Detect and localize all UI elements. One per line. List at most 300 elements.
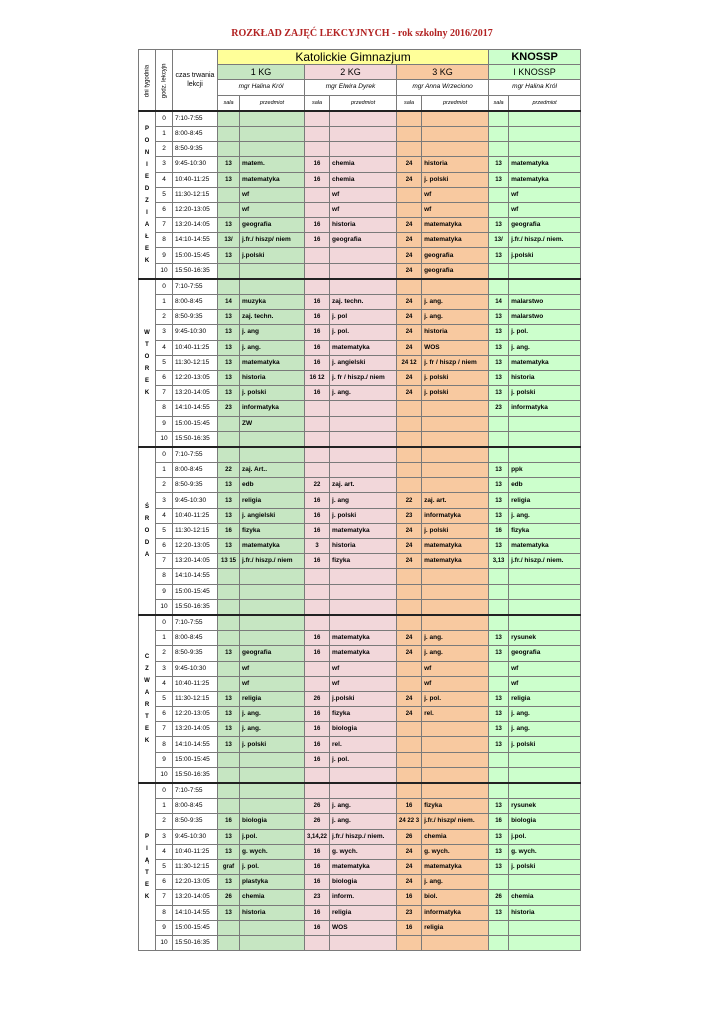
day-name: P I Ą T E K <box>139 783 156 951</box>
subject-cell: j. polski <box>240 737 305 752</box>
lesson-number: 7 <box>156 218 173 233</box>
room-cell <box>489 767 509 783</box>
table-row <box>139 584 581 599</box>
lesson-time: 13:20-14:05 <box>173 890 218 905</box>
room-cell: 13 <box>218 905 240 920</box>
room-cell <box>489 615 509 631</box>
lesson-number: 9 <box>156 752 173 767</box>
subject-cell <box>330 447 397 463</box>
table-row <box>139 875 581 890</box>
room-cell: 22 <box>305 478 330 493</box>
room-cell: 13 <box>489 905 509 920</box>
subject-cell: wf <box>330 676 397 691</box>
subject-cell: historia <box>509 905 581 920</box>
lesson-number: 8 <box>156 905 173 920</box>
subject-cell: j. ang. <box>330 799 397 814</box>
subject-cell: malarstwo <box>509 295 581 310</box>
room-cell <box>397 478 422 493</box>
subject-cell: matematyka <box>330 631 397 646</box>
lesson-number: 1 <box>156 463 173 478</box>
table-row <box>139 233 581 248</box>
room-cell <box>397 111 422 127</box>
subject-cell <box>422 463 489 478</box>
room-cell <box>397 752 422 767</box>
subject-cell: geografia <box>240 646 305 661</box>
room-cell: 23 <box>305 890 330 905</box>
room-cell: 16 <box>305 722 330 737</box>
room-cell <box>305 661 330 676</box>
subject-cell <box>422 569 489 584</box>
room-cell <box>397 431 422 447</box>
subject-cell <box>240 599 305 615</box>
lesson-number: 3 <box>156 157 173 172</box>
lesson-number: 9 <box>156 584 173 599</box>
subject-cell: wf <box>509 202 581 217</box>
page-title: ROZKŁAD ZAJĘĆ LEKCYJNYCH - rok szkolny 2016/2017 <box>231 28 493 39</box>
subject-cell <box>422 279 489 295</box>
room-cell <box>218 676 240 691</box>
subject-cell <box>240 799 305 814</box>
lesson-time: 12:20-13:05 <box>173 875 218 890</box>
room-cell: 3,14,22 <box>305 829 330 844</box>
subject-cell: religia <box>509 493 581 508</box>
subject-cell: matematyka <box>422 218 489 233</box>
subject-cell: wf <box>422 661 489 676</box>
subject-cell <box>330 584 397 599</box>
room-cell: 13 <box>218 508 240 523</box>
room-cell <box>397 661 422 676</box>
subject-cell <box>240 142 305 157</box>
lesson-time: 10:40-11:25 <box>173 172 218 187</box>
room-cell <box>218 661 240 676</box>
lesson-time: 10:40-11:25 <box>173 508 218 523</box>
subject-cell: j. polski <box>422 370 489 385</box>
subject-cell: wf <box>240 676 305 691</box>
lesson-number: 9 <box>156 920 173 935</box>
lesson-time: 8:00-8:45 <box>173 295 218 310</box>
teacher-1kg: mgr Halina Król <box>218 80 305 95</box>
room-cell <box>489 752 509 767</box>
lesson-number: 5 <box>156 859 173 874</box>
room-cell: 13 <box>489 310 509 325</box>
subject-cell <box>240 631 305 646</box>
room-cell: 13 <box>489 631 509 646</box>
day-name: W T O R E K <box>139 279 156 447</box>
subject-cell <box>509 599 581 615</box>
subject-cell: zaj. Art.. <box>240 463 305 478</box>
subject-cell: j. ang. <box>422 631 489 646</box>
header-day-col: dni tygodnia <box>139 50 156 111</box>
lesson-number: 8 <box>156 233 173 248</box>
room-cell: 23 <box>218 401 240 416</box>
table-row <box>139 401 581 416</box>
subject-cell: matematyka <box>509 539 581 554</box>
table-row <box>139 493 581 508</box>
subject-cell: wf <box>422 202 489 217</box>
table-row <box>139 783 581 799</box>
room-cell: 13 <box>218 844 240 859</box>
room-cell: 24 <box>397 248 422 263</box>
room-cell: 16 <box>305 355 330 370</box>
subject-cell <box>330 263 397 279</box>
header-lesson-col: godz. lekcyjn <box>156 50 173 111</box>
room-cell <box>305 126 330 141</box>
room-cell: 13 <box>218 310 240 325</box>
sala-header: sala <box>305 95 330 111</box>
room-cell: 24 <box>397 386 422 401</box>
lesson-time: 15:00-15:45 <box>173 416 218 431</box>
table-row <box>139 799 581 814</box>
room-cell <box>305 599 330 615</box>
lesson-time: 7:10-7:55 <box>173 783 218 799</box>
room-cell <box>218 615 240 631</box>
room-cell: 13 <box>489 248 509 263</box>
lesson-time: 8:50-9:35 <box>173 310 218 325</box>
subject-cell: matematyka <box>240 539 305 554</box>
subject-cell <box>509 263 581 279</box>
room-cell: 13 <box>218 218 240 233</box>
subject-cell <box>509 447 581 463</box>
room-cell: 13 <box>489 218 509 233</box>
subject-cell <box>422 783 489 799</box>
room-cell: 13 <box>489 859 509 874</box>
lesson-number: 2 <box>156 646 173 661</box>
room-cell: 16 <box>305 310 330 325</box>
room-cell: 13 <box>489 829 509 844</box>
table-row <box>139 310 581 325</box>
lesson-time: 14:10-14:55 <box>173 401 218 416</box>
subject-cell <box>509 615 581 631</box>
subject-cell: biologia <box>330 722 397 737</box>
room-cell: 3,13 <box>489 554 509 569</box>
room-cell: 26 <box>305 691 330 706</box>
subject-cell: informatyka <box>422 508 489 523</box>
lesson-time: 15:50-16:35 <box>173 767 218 783</box>
lesson-time: 8:00-8:45 <box>173 799 218 814</box>
subject-cell: historia <box>240 370 305 385</box>
subject-cell: wf <box>509 187 581 202</box>
room-cell: 13 <box>218 539 240 554</box>
subject-cell: biologia <box>330 875 397 890</box>
table-row <box>139 263 581 279</box>
subject-cell: rel. <box>330 737 397 752</box>
room-cell: 16 <box>305 875 330 890</box>
subject-cell: chemia <box>330 157 397 172</box>
subject-cell: plastyka <box>240 875 305 890</box>
room-cell: 24 <box>397 707 422 722</box>
subject-cell <box>330 401 397 416</box>
table-row <box>139 814 581 829</box>
lesson-number: 9 <box>156 416 173 431</box>
room-cell: 16 <box>397 920 422 935</box>
subject-cell: j.fr./ hiszp./ niem. <box>509 554 581 569</box>
subject-cell: j. polski <box>330 508 397 523</box>
room-cell: 16 <box>305 631 330 646</box>
room-cell <box>218 752 240 767</box>
subject-cell: g. wych. <box>509 844 581 859</box>
table-row <box>139 523 581 538</box>
lesson-number: 2 <box>156 814 173 829</box>
subject-cell: j.pol. <box>509 829 581 844</box>
room-cell: 22 <box>218 463 240 478</box>
room-cell: 16 <box>305 859 330 874</box>
lesson-time: 8:00-8:45 <box>173 463 218 478</box>
room-cell: 16 <box>305 752 330 767</box>
room-cell: 16 <box>218 814 240 829</box>
sala-header: sala <box>489 95 509 111</box>
table-row <box>139 248 581 263</box>
lesson-time: 13:20-14:05 <box>173 722 218 737</box>
table-row <box>139 172 581 187</box>
lesson-time: 11:30-12:15 <box>173 859 218 874</box>
table-row <box>139 370 581 385</box>
subject-cell <box>422 935 489 950</box>
room-cell <box>305 447 330 463</box>
room-cell <box>489 279 509 295</box>
room-cell <box>397 722 422 737</box>
subject-cell: historia <box>422 325 489 340</box>
subject-cell: religia <box>422 920 489 935</box>
room-cell: 13 <box>489 799 509 814</box>
room-cell: 13 <box>218 722 240 737</box>
table-row <box>139 355 581 370</box>
room-cell: 26 <box>305 814 330 829</box>
przedmiot-header: przedmiot <box>422 95 489 111</box>
room-cell: 13 <box>218 340 240 355</box>
subject-cell <box>240 126 305 141</box>
lesson-number: 0 <box>156 447 173 463</box>
room-cell <box>397 615 422 631</box>
room-cell: 24 <box>397 539 422 554</box>
table-row <box>139 829 581 844</box>
lesson-number: 0 <box>156 279 173 295</box>
room-cell: 24 <box>397 875 422 890</box>
subject-cell <box>330 599 397 615</box>
table-row <box>139 539 581 554</box>
lesson-time: 12:20-13:05 <box>173 370 218 385</box>
room-cell <box>397 767 422 783</box>
subject-cell: historia <box>422 157 489 172</box>
room-cell: 13 <box>489 691 509 706</box>
day-name: C Z W A R T E K <box>139 615 156 783</box>
table-row <box>139 187 581 202</box>
subject-cell: informatyka <box>240 401 305 416</box>
room-cell <box>218 584 240 599</box>
table-row <box>139 111 581 127</box>
room-cell: 24 <box>397 646 422 661</box>
room-cell: 16 <box>305 172 330 187</box>
teacher-knossp: mgr Halina Król <box>489 80 581 95</box>
room-cell: 14 <box>489 295 509 310</box>
room-cell <box>489 187 509 202</box>
room-cell: 13 <box>218 691 240 706</box>
room-cell: 13 <box>489 325 509 340</box>
subject-cell <box>509 431 581 447</box>
subject-cell: historia <box>330 539 397 554</box>
room-cell: 13 <box>489 370 509 385</box>
room-cell <box>489 202 509 217</box>
room-cell: 24 <box>397 157 422 172</box>
room-cell <box>305 615 330 631</box>
subject-cell: j. angielski <box>240 508 305 523</box>
room-cell: 24 <box>397 172 422 187</box>
subject-cell: j. ang. <box>240 340 305 355</box>
room-cell: 16 <box>305 325 330 340</box>
przedmiot-header: przedmiot <box>509 95 581 111</box>
lesson-time: 12:20-13:05 <box>173 202 218 217</box>
room-cell <box>489 431 509 447</box>
subject-cell: j. pol. <box>240 859 305 874</box>
room-cell <box>305 187 330 202</box>
room-cell <box>397 202 422 217</box>
subject-cell: chemia <box>422 829 489 844</box>
subject-cell <box>422 722 489 737</box>
subject-cell: j. ang. <box>509 340 581 355</box>
room-cell: 24 <box>397 554 422 569</box>
lesson-time: 13:20-14:05 <box>173 554 218 569</box>
room-cell: 16 <box>305 233 330 248</box>
room-cell: 13 <box>218 829 240 844</box>
subject-cell: j.fr./ hiszp./ niem. <box>330 829 397 844</box>
table-row <box>139 646 581 661</box>
subject-cell: fizyka <box>330 707 397 722</box>
room-cell: 13 <box>218 248 240 263</box>
subject-cell: wf <box>330 187 397 202</box>
subject-cell: malarstwo <box>509 310 581 325</box>
table-row <box>139 569 581 584</box>
lesson-time: 13:20-14:05 <box>173 218 218 233</box>
subject-cell <box>509 111 581 127</box>
subject-cell: j. fr / hiszp./ niem <box>330 370 397 385</box>
table-row <box>139 631 581 646</box>
lesson-number: 10 <box>156 599 173 615</box>
room-cell: 23 <box>489 401 509 416</box>
room-cell <box>305 676 330 691</box>
room-cell: 24 <box>397 631 422 646</box>
subject-cell: j. pol <box>330 310 397 325</box>
room-cell <box>397 416 422 431</box>
lesson-number: 0 <box>156 111 173 127</box>
subject-cell <box>330 463 397 478</box>
subject-cell: matematyka <box>330 340 397 355</box>
table-row <box>139 752 581 767</box>
subject-cell: j. ang. <box>422 646 489 661</box>
table-row <box>139 844 581 859</box>
subject-cell <box>422 737 489 752</box>
lesson-time: 14:10-14:55 <box>173 905 218 920</box>
subject-cell: j. polski <box>509 737 581 752</box>
room-cell <box>489 935 509 950</box>
subject-cell: j. ang <box>330 493 397 508</box>
subject-cell <box>330 935 397 950</box>
lesson-number: 7 <box>156 554 173 569</box>
table-row <box>139 767 581 783</box>
room-cell: 16 <box>305 218 330 233</box>
lesson-number: 4 <box>156 676 173 691</box>
sala-header: sala <box>397 95 422 111</box>
subject-cell: matematyka <box>422 233 489 248</box>
subject-cell: WOS <box>422 340 489 355</box>
table-row <box>139 202 581 217</box>
lesson-time: 7:10-7:55 <box>173 615 218 631</box>
subject-cell: inform. <box>330 890 397 905</box>
lesson-number: 0 <box>156 783 173 799</box>
room-cell: 13 <box>489 172 509 187</box>
subject-cell: j. polski <box>240 386 305 401</box>
lesson-time: 7:10-7:55 <box>173 111 218 127</box>
room-cell <box>397 599 422 615</box>
room-cell: 24 <box>397 370 422 385</box>
lesson-time: 9:45-10:30 <box>173 493 218 508</box>
lesson-time: 15:00-15:45 <box>173 584 218 599</box>
lesson-number: 8 <box>156 569 173 584</box>
subject-cell: g. wych. <box>330 844 397 859</box>
room-cell: 16 <box>305 386 330 401</box>
class-header-2kg: 2 KG <box>305 65 397 80</box>
subject-cell <box>422 767 489 783</box>
subject-cell: j. ang. <box>509 722 581 737</box>
lesson-number: 4 <box>156 172 173 187</box>
subject-cell: j. ang. <box>330 814 397 829</box>
room-cell: 16 <box>305 295 330 310</box>
room-cell: 24 <box>397 325 422 340</box>
subject-cell <box>330 431 397 447</box>
subject-cell: rysunek <box>509 799 581 814</box>
room-cell: 13 <box>218 172 240 187</box>
room-cell: 13 <box>218 325 240 340</box>
subject-cell <box>422 615 489 631</box>
table-row <box>139 615 581 631</box>
subject-cell <box>509 126 581 141</box>
class-header-1kg: 1 KG <box>218 65 305 80</box>
subject-cell <box>240 569 305 584</box>
lesson-number: 6 <box>156 370 173 385</box>
header-time-col: czas trwania lekcji <box>173 50 218 111</box>
table-row <box>139 691 581 706</box>
lesson-time: 12:20-13:05 <box>173 539 218 554</box>
subject-cell: j. ang. <box>422 875 489 890</box>
room-cell: 13 <box>218 737 240 752</box>
subject-cell: j.fr./ hiszp/ niem <box>240 233 305 248</box>
subject-cell: biologia <box>509 814 581 829</box>
school-name-knossp: KNOSSP <box>489 50 581 65</box>
subject-cell: fizyka <box>422 799 489 814</box>
subject-cell: j. ang. <box>240 707 305 722</box>
przedmiot-header: przedmiot <box>330 95 397 111</box>
room-cell: 13 <box>218 493 240 508</box>
room-cell: 13/ <box>218 233 240 248</box>
lesson-time: 15:50-16:35 <box>173 935 218 950</box>
subject-cell: matematyka <box>422 859 489 874</box>
room-cell <box>218 142 240 157</box>
lesson-number: 5 <box>156 523 173 538</box>
room-cell: 13 <box>218 370 240 385</box>
room-cell: 16 <box>489 523 509 538</box>
subject-cell <box>509 752 581 767</box>
lesson-number: 1 <box>156 799 173 814</box>
subject-cell: wf <box>240 202 305 217</box>
lesson-number: 10 <box>156 767 173 783</box>
lesson-time: 15:00-15:45 <box>173 752 218 767</box>
subject-cell <box>240 279 305 295</box>
subject-cell <box>422 431 489 447</box>
subject-cell <box>509 584 581 599</box>
room-cell <box>218 569 240 584</box>
room-cell <box>218 431 240 447</box>
room-cell <box>218 416 240 431</box>
table-row <box>139 905 581 920</box>
subject-cell: j. ang. <box>509 707 581 722</box>
